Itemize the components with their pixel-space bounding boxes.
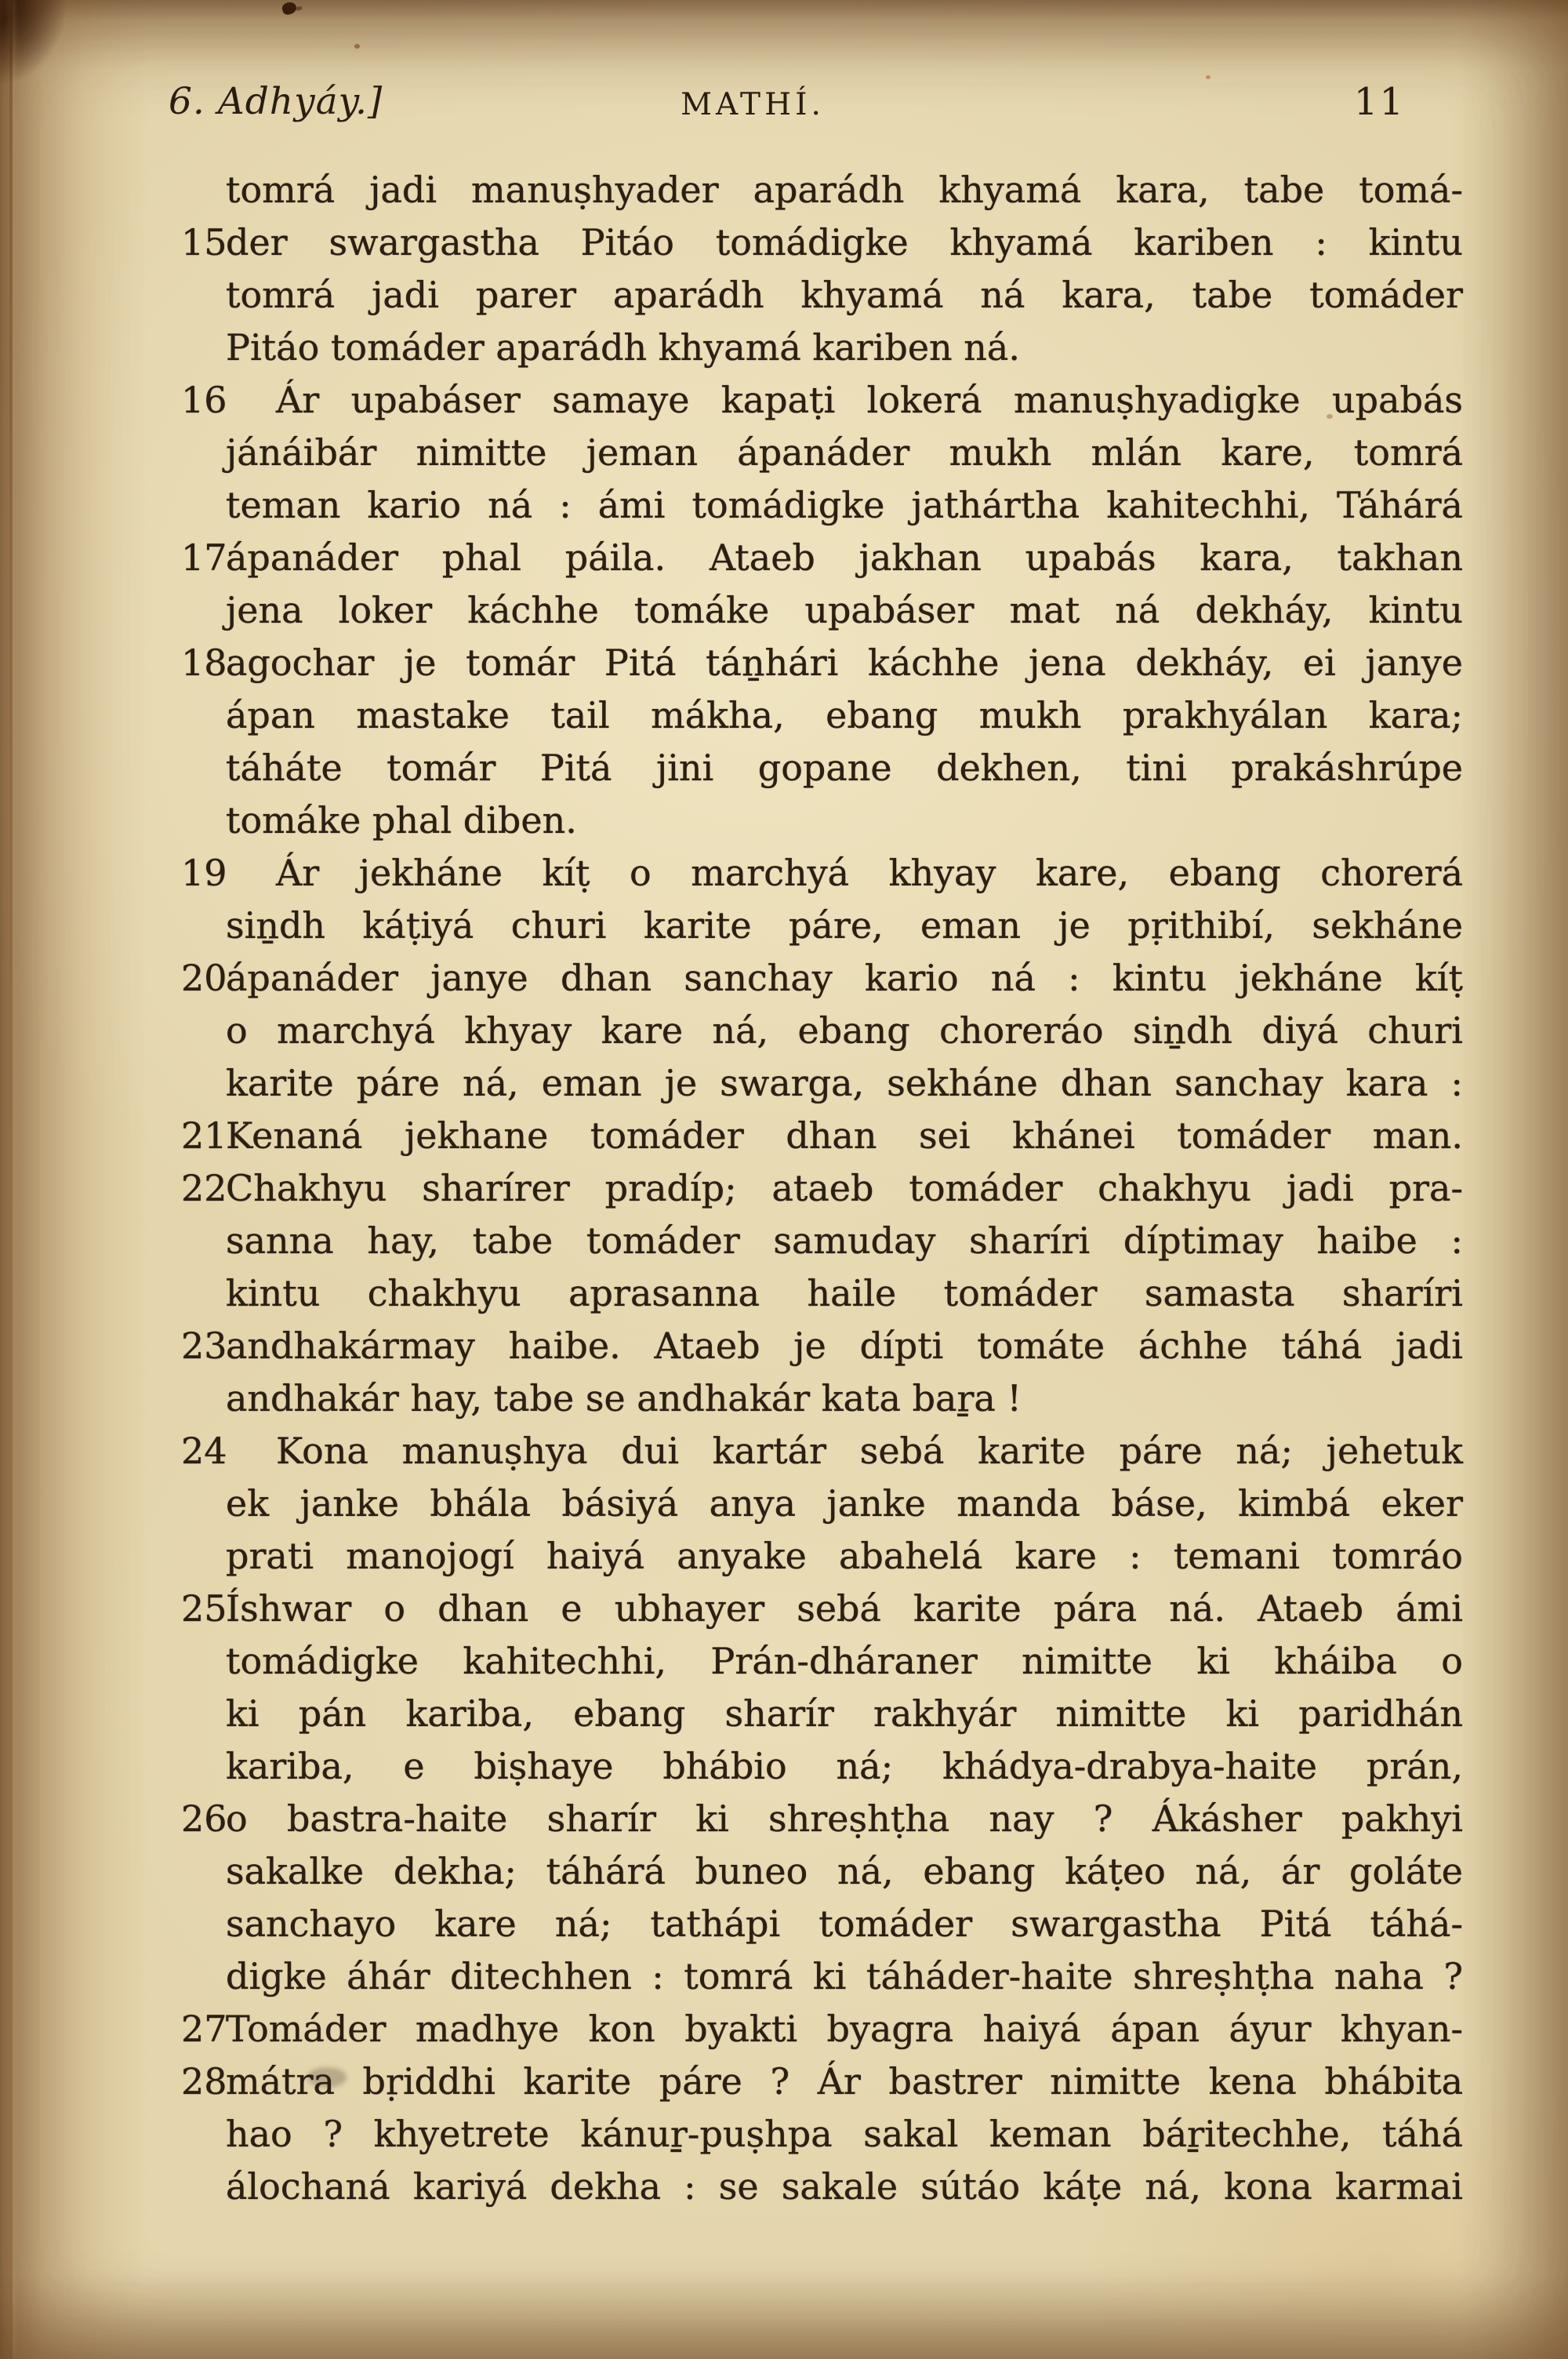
verse-line-text: Ár upabáser samaye kapaṭi lokerá manuṣhyadigke upabás (276, 379, 1463, 421)
verse-number: 21 (181, 1114, 227, 1157)
text-line (226, 689, 1463, 742)
text-line (226, 1267, 1463, 1320)
paper-fleck (1206, 75, 1210, 79)
verse-line-text: siṉdh káṭiyá churi karite páre, eman je pṛithibí, sekháne (226, 904, 1463, 947)
verse-line-text: digke áhár ditechhen : tomrá ki táháder-haite shreṣhṭha naha ? (226, 1955, 1463, 1997)
verse-line-text: Ár jekháne kíṭ o marchyá khyay kare, ebang chorerá (276, 852, 1463, 894)
text-line (226, 1845, 1463, 1898)
text-line (226, 1372, 1463, 1425)
text-line (226, 794, 1463, 847)
text-line (181, 1110, 1463, 1162)
text-line (181, 216, 1463, 269)
verse-line-text: jena loker káchhe tomáke upabáser mat ná dekháy, kintu (226, 589, 1463, 631)
text-line (181, 952, 1463, 1005)
page-number: 11 (1353, 80, 1405, 124)
verse-line-text: tomrá jadi parer aparádh khyamá ná kara, tabe tomáder (226, 274, 1463, 316)
verse-line-text: tomrá jadi manuṣhyader aparádh khyamá kara, tabe tomá- (226, 169, 1463, 211)
verse-line-text: der swargastha Pitáo tomádigke khyamá kariben : kintu (226, 221, 1463, 264)
text-line (181, 2055, 1463, 2108)
verse-line-text: karite páre ná, eman je swarga, sekháne dhan sanchay kara : (226, 1062, 1463, 1104)
verse-line-text: kintu chakhyu aprasanna haile tomáder samasta sharíri (226, 1272, 1463, 1314)
text-line (181, 847, 1463, 900)
running-title: MATHÍ. (681, 87, 825, 122)
ink-speck (281, 1, 298, 16)
verse-line-text: ápanáder phal páila. Ataeb jakhan upabás kara, takhan (226, 536, 1463, 579)
text-line (181, 1793, 1463, 1845)
verse-line-text: Kenaná jekhane tomáder dhan sei khánei tomáder man. (226, 1114, 1463, 1157)
verse-line-text: Chakhyu sharírer pradíp; ataeb tomáder chakhyu jadi pra- (226, 1167, 1463, 1209)
text-line (226, 584, 1463, 637)
paper-fleck (354, 44, 360, 49)
verse-line-text: prati manojogí haiyá anyake abahelá kare : temani tomráo (226, 1535, 1463, 1577)
binding-corner-shadow (0, 0, 75, 102)
verse-number: 22 (181, 1167, 227, 1209)
text-line (226, 1478, 1463, 1530)
text-line (226, 269, 1463, 322)
verse-line-text: o marchyá khyay kare ná, ebang choreráo siṉdh diyá churi (226, 1009, 1463, 1052)
text-line (181, 374, 1463, 427)
text-line (226, 164, 1463, 216)
page-edge-crease (9, 0, 13, 2359)
text-line (226, 1530, 1463, 1583)
verse-line-text: sakalke dekha; táhárá buneo ná, ebang káṭeo ná, ár goláte (226, 1850, 1463, 1892)
verse-line-text: mátra bṛiddhi karite páre ? Ár bastrer nimitte kena bhábita (226, 2060, 1463, 2103)
verse-number: 19 (181, 852, 227, 894)
verse-line-text: kariba, e biṣhaye bhábio ná; khádya-drabya-haite prán, (226, 1745, 1463, 1787)
text-line (226, 1688, 1463, 1740)
text-line (226, 900, 1463, 952)
verse-line-text: tomádigke kahitechhi, Prán-dháraner nimitte ki kháiba o (226, 1640, 1463, 1682)
text-line (181, 532, 1463, 584)
verse-line-text: teman kario ná : ámi tomádigke jathártha kahitechhi, Táhárá (226, 484, 1463, 526)
text-line (226, 1950, 1463, 2003)
text-line (226, 1740, 1463, 1793)
verse-number: 26 (181, 1797, 227, 1840)
text-line (226, 479, 1463, 532)
verse-line-text: ek janke bhála básiyá anya janke manda báse, kimbá eker (226, 1482, 1463, 1525)
verse-line-text: ápanáder janye dhan sanchay kario ná : kintu jekháne kíṭ (226, 957, 1463, 999)
text-line (226, 742, 1463, 794)
text-line (226, 1635, 1463, 1688)
verse-number: 18 (181, 642, 227, 684)
verse-line-text: agochar je tomár Pitá táṉhári káchhe jena dekháy, ei janye (226, 642, 1463, 684)
verse-line-text: andhakármay haibe. Ataeb je dípti tomáte áchhe táhá jadi (226, 1325, 1463, 1367)
text-line (181, 637, 1463, 689)
chapter-label: 6. Adhyáy.] (169, 80, 383, 123)
verse-line-text: hao ? khyetrete kánuṟ-puṣhpa sakal keman báṟitechhe, táhá (226, 2113, 1463, 2155)
verse-number: 25 (181, 1587, 227, 1630)
text-line (226, 2108, 1463, 2161)
verse-line-text: Kona manuṣhya dui kartár sebá karite páre ná; jehetuk (276, 1430, 1463, 1472)
verse-line-text: Pitáo tomáder aparádh khyamá kariben ná. (226, 326, 1020, 369)
verse-line-text: ki pán kariba, ebang sharír rakhyár nimitte ki paridhán (226, 1692, 1463, 1735)
text-line (181, 1425, 1463, 1478)
text-line (226, 1215, 1463, 1267)
verse-number: 20 (181, 957, 227, 999)
text-line (226, 1005, 1463, 1057)
verse-line-text: Íshwar o dhan e ubhayer sebá karite pára ná. Ataeb ámi (226, 1587, 1463, 1630)
verse-line-text: jánáibár nimitte jeman ápanáder mukh mlán kare, tomrá (226, 431, 1463, 474)
verse-number: 16 (181, 379, 227, 421)
verse-line-text: álochaná kariyá dekha : se sakale sútáo káṭe ná, kona karmai (226, 2165, 1463, 2208)
verse-line-text: Tomáder madhye kon byakti byagra haiyá ápan áyur khyan- (226, 2008, 1463, 2050)
verse-number: 24 (181, 1430, 227, 1472)
text-line (181, 1162, 1463, 1215)
verse-line-text: táháte tomár Pitá jini gopane dekhen, tini prakáshrúpe (226, 747, 1463, 789)
verse-number: 15 (181, 221, 227, 264)
verse-number: 23 (181, 1325, 227, 1367)
text-line (226, 2161, 1463, 2213)
verse-number: 17 (181, 536, 227, 579)
text-line (181, 2003, 1463, 2055)
verse-line-text: andhakár hay, tabe se andhakár kata baṟa ! (226, 1377, 1022, 1419)
verse-line-text: sanchayo kare ná; tathápi tomáder swargastha Pitá táhá- (226, 1903, 1463, 1945)
verse-line-text: ápan mastake tail mákha, ebang mukh prakhyálan kara; (226, 694, 1463, 736)
text-line (181, 1320, 1463, 1372)
verse-line-text: o bastra-haite sharír ki shreṣhṭha nay ? Ákásher pakhyi (226, 1797, 1463, 1840)
verse-number: 28 (181, 2060, 227, 2103)
page-header (169, 80, 1466, 136)
text-line (226, 322, 1463, 374)
verse-text-block (181, 164, 1463, 2213)
text-line (226, 427, 1463, 479)
text-line (181, 1583, 1463, 1635)
verse-number: 27 (181, 2008, 227, 2050)
verse-line-text: tomáke phal diben. (226, 799, 577, 841)
text-line (226, 1057, 1463, 1110)
text-line (226, 1898, 1463, 1950)
verse-line-text: sanna hay, tabe tomáder samuday sharíri díptimay haibe : (226, 1219, 1463, 1262)
